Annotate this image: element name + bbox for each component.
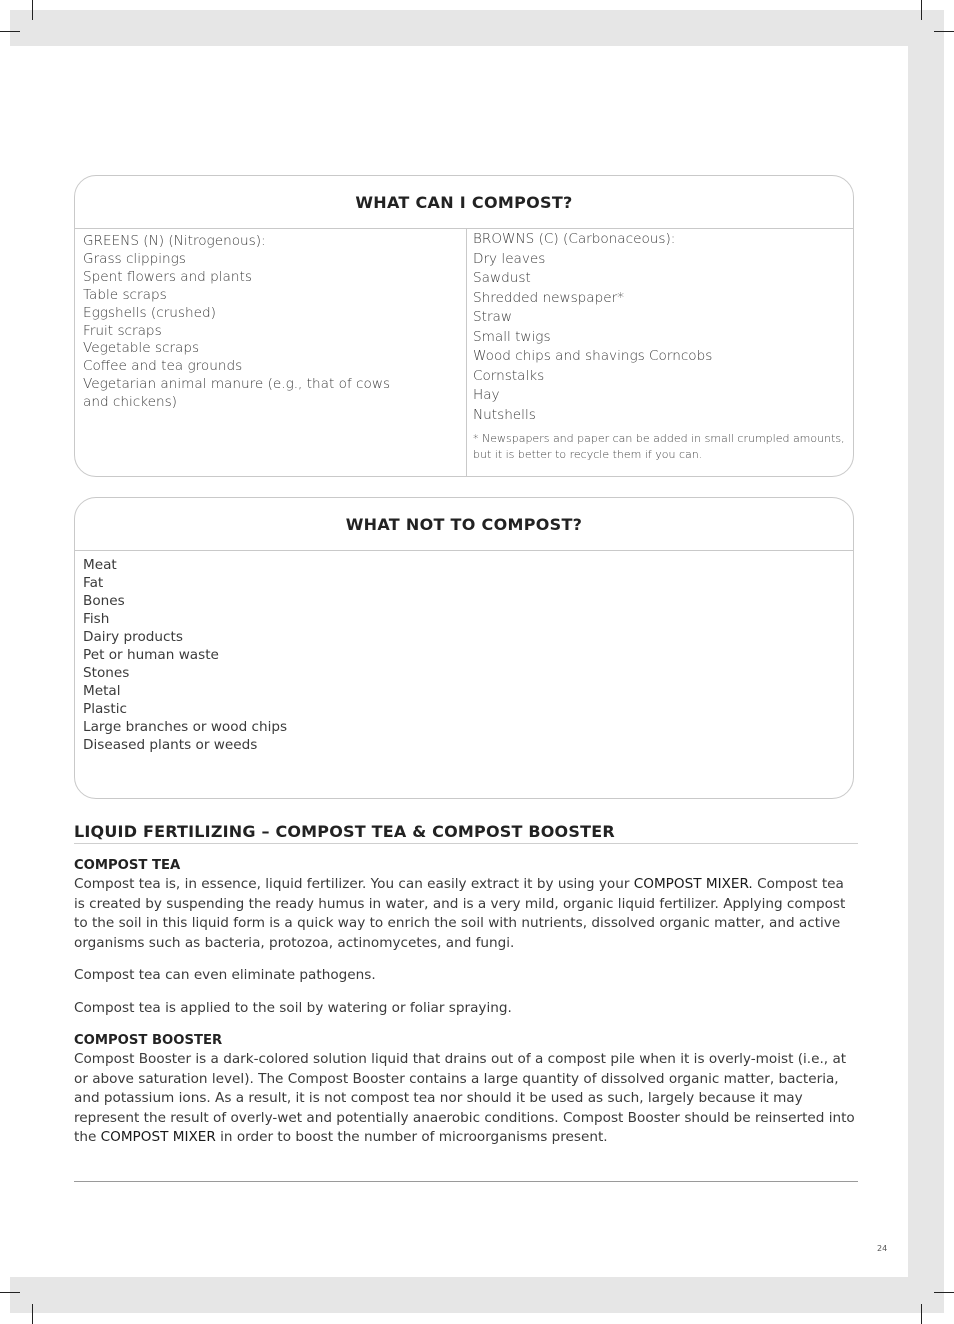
list-item: Stones — [83, 665, 130, 681]
list-item: Eggshells (crushed) — [83, 304, 216, 321]
list-item: Fish — [83, 611, 110, 627]
bottom-divider — [74, 1181, 858, 1182]
box-title: WHAT NOT TO COMPOST? — [75, 498, 853, 551]
list-item: Metal — [83, 683, 121, 699]
crop-mark — [921, 0, 922, 20]
product-name: COMPOST MIXER — [100, 1129, 216, 1145]
list-item: Vegetarian animal manure (e.g., that of cows — [83, 376, 391, 393]
paragraph — [74, 1050, 858, 1148]
list-item: Spent flowers and plants — [83, 268, 252, 285]
text-run: Compost tea is created by suspending the ready humus in water, and is a very mild, organic liquid fertilizer. Applying compost to the soil in this liquid form is a quick way to enrich the soil with nutrients, dissolved organic matter, and active organisms such as bacteria, protozoa, actinomycetes, and fungi. — [74, 876, 846, 951]
footnote-line: but it is better to recycle them if you can. — [473, 447, 703, 461]
list-item: Table scraps — [83, 286, 167, 303]
subheading-compost-booster: COMPOST BOOSTER — [74, 1033, 223, 1048]
section-heading: LIQUID FERTILIZING – COMPOST TEA & COMPOST BOOSTER — [74, 822, 858, 844]
paragraph — [74, 875, 858, 953]
paragraph: Compost tea can even eliminate pathogens. — [74, 967, 376, 983]
what-can-compost-box — [74, 175, 854, 477]
text-run: Compost Booster is a dark-colored solution liquid that drains out of a compost pile when it is overly-moist (i.e., at or above saturation level). The Compost Booster contains a large quantity of dissolved organic matter, bacteria, and potassium ions. As a result, it is not compost tea nor should it be used as such, largely because it may represent the result of overly-wet and potentially anaerobic conditions. Compost Booster should be reinserted into the — [74, 1051, 855, 1145]
compost-booster-section — [74, 1032, 858, 1148]
list-item: Small twigs — [473, 328, 551, 345]
crop-mark — [32, 0, 33, 20]
greens-column — [75, 229, 474, 412]
footnote-line: * Newspapers and paper can be added in small crumpled amounts, — [473, 432, 845, 445]
compost-tea-section — [74, 857, 858, 1018]
list-item: Plastic — [83, 701, 127, 717]
crop-mark — [0, 31, 20, 32]
crop-mark — [934, 31, 954, 32]
list-item: Nutshells — [473, 406, 536, 423]
text-run: Compost tea is, in essence, liquid fertilizer. You can easily extract it by using your — [74, 876, 634, 892]
list-item: Bones — [83, 593, 125, 609]
crop-mark — [934, 1292, 954, 1293]
subheading-compost-tea: COMPOST TEA — [74, 858, 181, 873]
box-title: WHAT CAN I COMPOST? — [75, 176, 853, 229]
product-name: COMPOST MIXER. — [633, 876, 753, 892]
list-item: Diseased plants or weeds — [83, 737, 258, 753]
crop-mark — [32, 1304, 33, 1324]
list-item: Meat — [83, 557, 117, 573]
crop-mark — [921, 1304, 922, 1324]
text-run: in order to boost the number of microorganisms present. — [215, 1129, 608, 1145]
top-bleed — [10, 10, 944, 46]
list-item: Hay — [473, 387, 500, 403]
list-item: Straw — [473, 309, 512, 325]
list-item: Wood chips and shavings Corncobs — [473, 348, 713, 364]
list-item: Large branches or wood chips — [83, 719, 288, 735]
list-item: Cornstalks — [473, 367, 545, 384]
crop-mark — [0, 1292, 20, 1293]
list-item: Grass clippings — [83, 250, 186, 267]
browns-heading: BROWNS (C) (Carbonaceous): — [473, 231, 676, 247]
greens-heading: GREENS (N) (Nitrogenous): — [83, 233, 266, 249]
list-item: Fat — [83, 575, 104, 591]
list-item: Pet or human waste — [83, 647, 219, 663]
not-compost-list — [83, 551, 287, 754]
list-item: Dairy products — [83, 629, 183, 645]
list-item: Vegetable scraps — [83, 340, 200, 357]
bottom-bleed — [10, 1277, 944, 1313]
what-not-compost-box — [74, 497, 854, 799]
list-item: Dry leaves — [473, 250, 546, 267]
paragraph: Compost tea is applied to the soil by watering or foliar spraying. — [74, 999, 512, 1016]
page-number: 24 — [877, 1244, 888, 1253]
list-item: Fruit scraps — [83, 322, 162, 339]
list-item: Shredded newspaper* — [473, 289, 624, 306]
list-item: and chickens) — [83, 394, 177, 411]
list-item: Sawdust — [473, 270, 531, 286]
right-bleed — [908, 10, 944, 1313]
list-item: Coffee and tea grounds — [83, 358, 243, 375]
browns-column — [466, 229, 860, 476]
newspaper-footnote — [473, 431, 860, 462]
